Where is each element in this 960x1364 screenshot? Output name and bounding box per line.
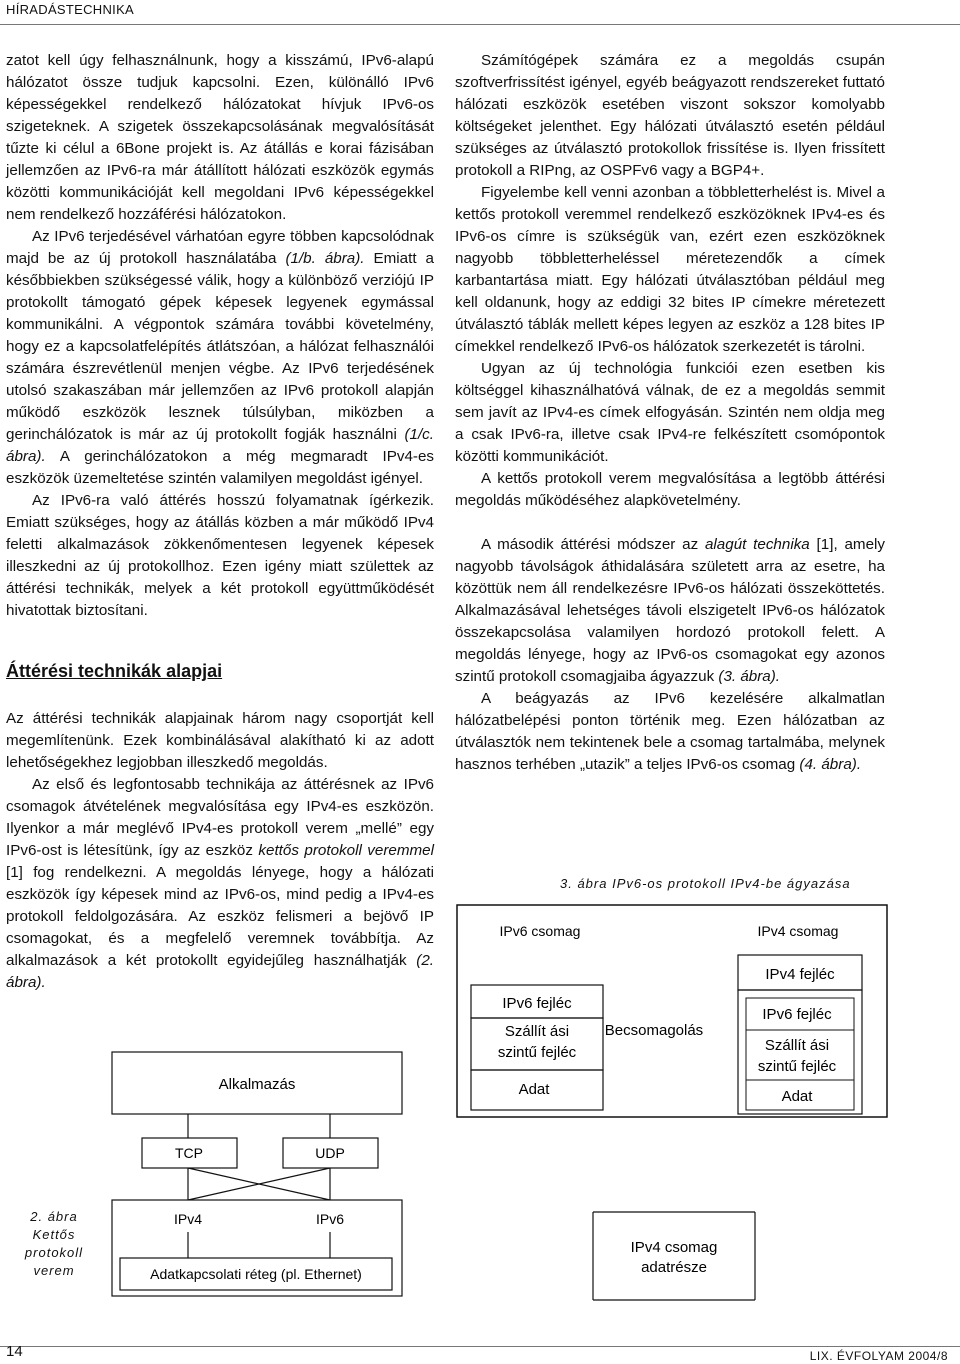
inner-data-label: Adat <box>781 1088 813 1105</box>
datalink-label: Adatkapcsolati réteg (pl. Ethernet) <box>150 1266 362 1282</box>
caption-line: verem <box>33 1263 75 1278</box>
tcp-label: TCP <box>175 1145 203 1161</box>
ipv6-label: IPv6 <box>315 1211 345 1227</box>
left-paragraph-4: Az áttérési technikák alapjainak három nagy csoportját kell megemlítenünk. Ezek kombinálásával alakítható ki az adott lehetőségekhez legjobban illeszkedő megoldás. <box>6 710 434 771</box>
transport-header-label: Szállít ási <box>504 1023 570 1040</box>
udp-label: UDP <box>315 1145 345 1161</box>
right-paragraph-1: Számítógépek számára ez a megoldás csupán szoftverfrissítést igényel, egyéb beágyazott rendszereket futtató hálózati eszközök esetében viszont sokszor komolyabb költségeket jelenthet. Egy hálózati útválasztó esetén például szükséges az útválasztó protokollok frissítése is. Ilyen frissített protokoll a RIPng, az OSPFv6 vagy a BGP4+. <box>455 52 885 179</box>
emphasis: kettős protokoll veremmel <box>258 842 434 859</box>
figure-reference: (4. ábra). <box>799 756 862 773</box>
caption-line: 2. ábra <box>30 1209 78 1224</box>
right-paragraph-4: A kettős protokoll verem megvalósítása a legtöbb áttérési megoldás működéséhez alapkövetelmény. <box>455 470 885 509</box>
text-span: Az első és legfontosabb technikája az áttérésnek az IPv6 csomagok átvételének megvalósítása egy IPv4-es eszközön. Ilyenkor a már meglévő IPv4-es protokoll verem „mellé” egy IPv6-ost is létesítünk, így az eszköz <box>6 776 434 859</box>
text-span: A második áttérési módszer az <box>481 536 705 553</box>
ipv4-label: IPv4 <box>173 1211 203 1227</box>
figure-reference: (1/b. ábra). <box>285 250 365 267</box>
section-header: HÍRADÁSTECHNIKA <box>6 2 135 17</box>
right-paragraph-2: Figyelembe kell venni azonban a többletterhelést is. Mivel a kettős protokoll veremmel rendelkező eszközöknek IPv4-es és IPv6-os címre is szükségük van, ezért ezen eszközöknek nagyobb többletterheléssel méretezendők a címek karbantartása miatt. Egy hálózati útválasztóban például meg kell oldanunk, hogy az eddigi 32 bites IP címekre méretezett útválasztó táblák mellett képes legyen az eszköz a 128 bites IP címekkel rendelkező IPv6-os hálózatok szerkezetét is tárolni. <box>455 184 885 355</box>
ipv4-payload-label: IPv4 csomag <box>630 1239 718 1256</box>
text-span: Emiatt a későbbiekben szükségessé válik, hogy a különböző verziójú IP protokollt támogató gépek képesek legyenek egymással kommunikálni. A végpontok számára további követelmény, hogy ez a kapcsolatfelépítés átlátszóan, a hálózat felhasználói számára észrevétlenül menjen végbe. Az IPv6 terjedésének utolsó szakaszában már jellemzően az IPv6 protokoll alapján működő eszközök lesznek túlsúlyban, miközben a gerinchálózatok is már az új protokollt fogják használni <box>6 250 435 443</box>
data-label: Adat <box>518 1081 550 1098</box>
inner-transport-header-label: Szállít ási <box>764 1037 830 1054</box>
issue-label: LIX. ÉVFOLYAM 2004/8 <box>809 1349 948 1363</box>
left-paragraph-1: zatot kell úgy felhasználnunk, hogy a kisszámú, IPv6-alapú hálózatot össze tudjuk kapcsolni. Ezen, különálló IPv6 képességekkel rendelkező hálózatokat hívjuk IPv6-os szigeteknek. A szigetek összekapcsolásának megvalósítását tűzte ki célul a 6Bone projekt is. Az átállás e korai fázisában jellemzően az IPv6-ra már átállított hálózati eszközök egymás közötti kommunikációját kell megoldani IPv6 képességekkel nem rendelkező hozzáférési hálózatokon. <box>6 52 434 223</box>
footer-rule <box>0 1346 960 1347</box>
page-number: 14 <box>6 1343 23 1360</box>
figure-reference: (1/c. ábra). <box>6 426 434 465</box>
figure-reference: (2. ábra). <box>6 952 434 991</box>
section-heading: Áttérési technikák alapjai <box>6 661 223 681</box>
text-span: [1], amely nagyobb távolságok áthidalására született arra az esetre, ha közöttük nem áll rendelkezésre IPv6-os hálózati összeköttetés. Alkalmazásával lehetséges távoli elszigetelt IPv6-os hálózatok összekapcsolása valamilyen hordozó protokoll felett. A megoldás lényege, hogy az IPv6-os csomagokat egy azonos szintű protokoll csomagjaiba ágyazzuk <box>455 536 885 685</box>
encapsulation-label: Becsomagolás <box>604 1022 704 1039</box>
ipv6-packet-label: IPv6 csomag <box>499 923 581 939</box>
inner-transport-header-label: szintű fejléc <box>757 1058 837 1075</box>
caption-text: 3. ábra IPv6-os protokoll IPv4-be ágyazása <box>560 876 851 891</box>
right-paragraph-3: Ugyan az új technológia funkciói ezen esetben kis költséggel kihasználhatóvá válnak, de ez a megoldás semmit sem javít az IPv4-es címek elfogyásán. Szintén nem oldja meg a csak IPv6-ra, illetve csak IPv4-re felkészített csomópontok közötti kommunikációt. <box>455 360 885 465</box>
figure-reference: (3. ábra). <box>718 668 781 685</box>
caption-line: Kettős <box>32 1227 76 1242</box>
transport-header-label: szintű fejléc <box>497 1044 577 1061</box>
emphasis: alagút technika <box>704 536 810 553</box>
inner-ipv6-header-label: IPv6 fejléc <box>762 1006 832 1023</box>
caption-line: protokoll <box>24 1245 84 1260</box>
text-span: [1] fog rendelkezni. A megoldás lényege, hogy a hálózati eszközök így képesek mind az IPv6-os, mind pedig a IPv4-es protokoll feldolgozására. Az eszköz felismeri a bejövő IP csomagokat, és a megfelelő veremnek továbbítja. Az alkalmazások a két protokollt egyidejűleg használhatják <box>6 864 434 969</box>
ipv4-header-label: IPv4 fejléc <box>765 966 835 983</box>
ipv6-header-label: IPv6 fejléc <box>502 995 572 1012</box>
ipv4-payload-label: adatrésze <box>641 1259 707 1276</box>
text-span: A beágyazás az IPv6 kezelésére alkalmatlan hálózatbelépési ponton történik meg. Ezen hálózatban az útválasztók nem tekintenek bele a csomag tartalmába, melynek hasznos terhében „utazik” a teljes IPv6-os csomag <box>455 690 885 773</box>
ipv4-packet-label: IPv4 csomag <box>757 923 839 939</box>
application-label: Alkalmazás <box>218 1076 296 1093</box>
left-paragraph-3: Az IPv6-ra való áttérés hosszú folyamatnak ígérkezik. Emiatt szükséges, hogy az átállás közben a már működő IPv4 feletti alkalmazások zökkenőmentesen legyenek képesek illeszkedni az új protokollhoz. Ezen igény miatt születtek az áttérési technikák, melyek a két protokoll együttműködését hivatottak biztosítani. <box>6 492 434 619</box>
text-span: A gerinchálózatokon a még megmaradt IPv4-es eszközök üzemeltetése szintén valamilyen megoldást igényel. <box>6 448 434 487</box>
text-span: Az IPv6 terjedésével várhatóan egyre többen kapcsolódnak majd be az új protokoll használatába <box>6 228 434 267</box>
